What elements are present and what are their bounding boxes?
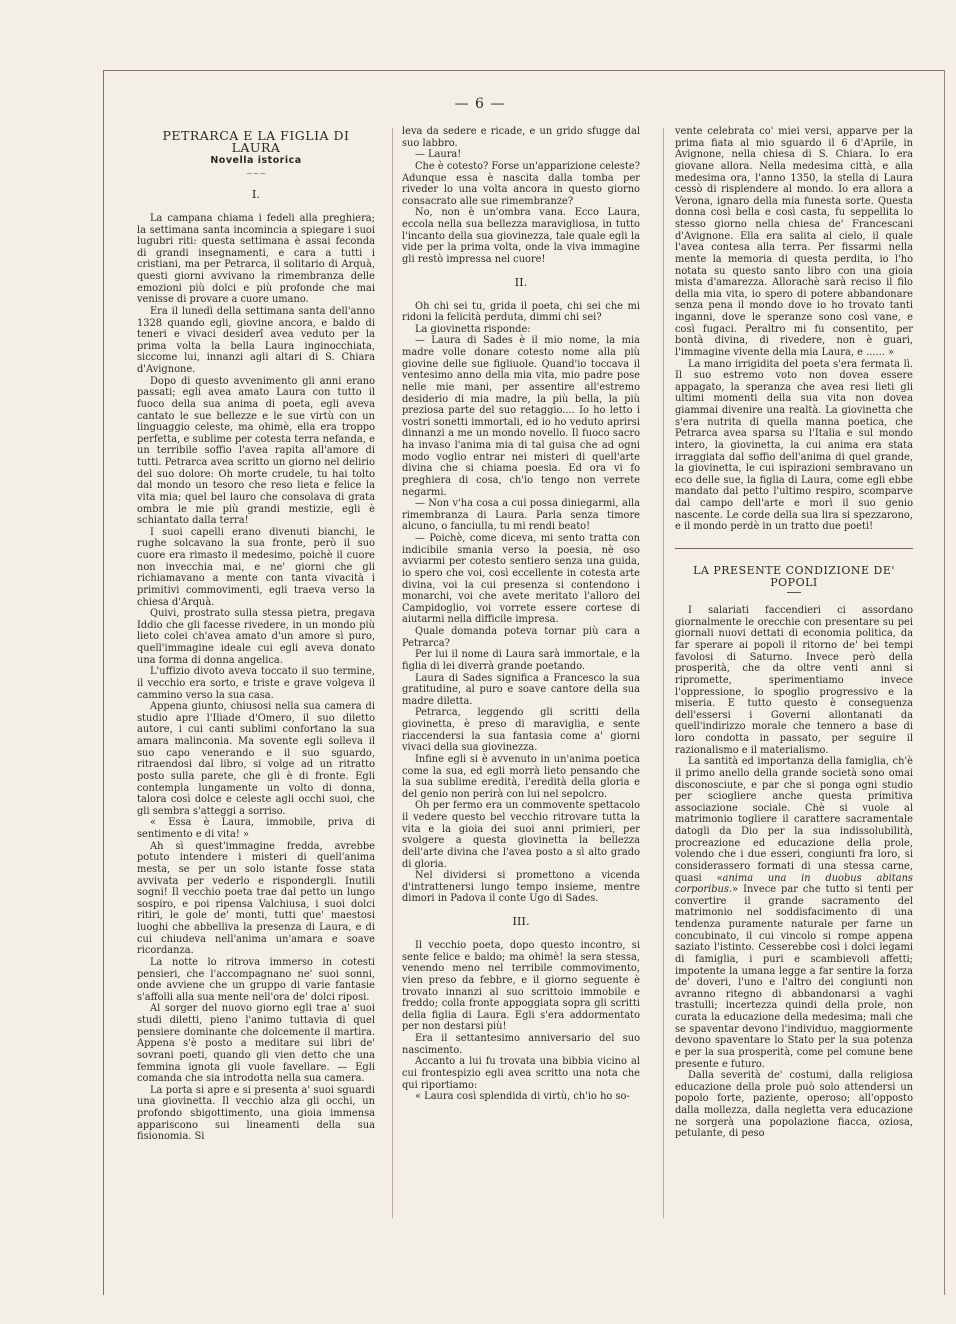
article-title: PETRARCA E LA FIGLIA DI LAURA	[162, 128, 350, 155]
paragraph: Ah sì quest'immagine fredda, avrebbe potuto intendere i misteri di quell'anima mesta, se per un solo istante fosse stata avvivata per vederlo e rispondergli. Inutili sogni! Il vecchio poeta trae dal petto un lungo sospiro, e poi ripensa Valchiusa, i suoi dolci ritiri, le gole de' monti, tutti que' maestosi luoghi che abbelliva la presenza di Laura, e di cui chiudeva nell'anima un'amara e soave ricordanza.	[137, 840, 375, 957]
section-heading: I.	[251, 186, 261, 201]
paragraph	[675, 756, 913, 1070]
paragraph: Appena giunto, chiusosi nella sua camera di studio apre l'Iliade d'Omero, il suo diletto autore, i cui canti sublimi confortano la sua amara malinconia. Ma sovente egli solleva il suo capo venerando e il suo sguardo, ritraendosi dal libro, si volge ad un ritratto posto sulla parete, che gli è di fronte. Egli contempla lungamente un volto di donna, talora così dolce e celeste agli occhi suoi, che gli sembra s'atteggi a sorriso.	[137, 701, 375, 817]
paragraph-text: La santità ed importanza della famiglia, ch'è il primo anello della grande società sono omai disconosciute, e par che si ponga ogni studio per sciogliere anche questa primitiva associazione sociale. Chè si vuole al matrimonio togliere il carattere sacramentale datogli da Dio per la sua indissolubilità, procreazione ed educazione della prole, volendo che i due esseri, congiunti fra loro, si considerassero formati di una stessa carne, quasi «	[675, 756, 913, 884]
column-1	[137, 126, 375, 1143]
page-border-right	[944, 70, 945, 1295]
paragraph: La notte lo ritrova immerso in cotesti pensieri, che l'accompagnano ne' suoi sonni, onde avviene che un gruppo di varie fantasie s'affolli alla sua mente nell'ora de' dolci riposi.	[137, 956, 375, 1003]
paragraph: La porta si apre e si presenta a' suoi sguardi una giovinetta. Il vecchio alza gli occhi, un profondo sbigottimento, una gioia immensa appariscono sui lineamenti della sua fisionomia. Si	[137, 1084, 375, 1143]
paragraph: Nel dividersi si promettono a vicenda d'intrattenersi lungo tempo insieme, mentre dimori in Padova il conte Ugo di Sades.	[402, 870, 640, 905]
paragraph: Era il lunedì della settimana santa dell'anno 1328 quando egli, giovine ancora, e baldo di teneri e vivaci desiderî avea veduto per la prima volta la bella Laura inginocchiata, siccome lui, innanzi agli altari di S. Chiara d'Avignone.	[137, 305, 375, 375]
paragraph: Era il settantesimo anniversario del suo nascimento.	[402, 1033, 640, 1056]
paragraph: « Essa è Laura, immobile, priva di sentimento e di vita! »	[137, 817, 375, 840]
paragraph: No, non è un'ombra vana. Ecco Laura, eccola nella sua bellezza maravigliosa, in tutto l'incanto della sua giovinezza, tale quale egli la vide per la prima volta, onde la viva immagine gli restò impressa nel cuore!	[402, 207, 640, 265]
article-separator	[675, 548, 913, 549]
paragraph-text: .» Invece par che tutto si tenti per convertire il grande sacramento del matrimonio nel soddisfacimento di una tendenza puramente naturale per farne un concubinato, il cui vincolo si rompe appena saziato l'istinto. Cesserebbe così i dolci legami di famiglia, i puri e scambievoli affetti; impotente la umana legge a far sentire la forza de' doveri, l'uno e l'altro dei congiunti non avranno ritegno di abbandonarsi a vaghi trastulli; incertezza quindi della prole, non curata la educazione della medesima; mali che se spaventar devono l'individuo, maggiormente devono spaventare lo Stato per la sua potenza e per la sua prosperità, come pel comune bene presente e futuro.	[675, 884, 913, 1070]
paragraph: — Non v'ha cosa a cui possa diniegarmi, alla rimembranza di Laura. Parla senza timore alcuno, o fanciulla, tu mi rendi beato!	[402, 498, 640, 533]
latin-quote: anima una in duobus abitans corporibus	[675, 872, 913, 896]
title-dash	[787, 592, 801, 593]
paragraph: « Laura così splendida di virtù, ch'io ho so-	[415, 1091, 630, 1103]
paragraph: L'uffizio divoto aveva toccato il suo termine, il vecchio era sorto, e triste e grave volgeva il cammino verso la sua casa.	[137, 666, 375, 701]
paragraph: Accanto a lui fu trovata una bibbia vicino al cui frontespizio egli avea scritto una nota che qui riportiamo:	[402, 1056, 640, 1091]
paragraph: La campana chiama i fedeli alla preghiera; la settimana santa incomincia a spiegare i suoi lugubri riti: questa settimana è assai feconda di grandi insegnamenti, e cara a tutti i cristiani, ma per Petrarca, il solitario di Arquà, questi giorni avvivano la rimembranza delle emozioni più dolci e più profonde che mai venisse di provare a cuore umano.	[137, 212, 375, 306]
paragraph: — Poichè, come diceva, mi sento tratta con indicibile smania verso la poesia, nè oso avviarmi per cotesto sentiero senza una guida, io spero che voi, così eccellente in cotesta arte divina, voi la cui presenza si contendono i monarchi, voi che avete meritato l'alloro del Campidoglio, voi vorrete essere cortese di aiutarmi nella difficile impresa.	[402, 533, 640, 626]
paragraph: Che è cotesto? Forse un'apparizione celeste? Adunque essa è nascita dalla tomba per riveder lo una volta ancora in questo giorno consacrato alle sue rimembranze?	[402, 160, 640, 207]
page-border-left	[103, 70, 104, 1295]
paragraph: Laura di Sades significa a Francesco la sua gratitudine, al puro e soave cantore della sua madre diletta.	[402, 672, 640, 707]
paragraph: Quale domanda poteva tornar più cara a Petrarca?	[402, 626, 640, 649]
section-heading: III.	[512, 914, 530, 928]
paragraph: I salariati faccendieri ci assordano giornalmente le orecchie con presentare su pei giornali nuovi dettati di economia politica, da far sperare ai popoli il ritorno de' bei tempi favolosi di Saturno. Invece però della prosperità, che da oltre venti anni si ripromette, sperimentiamo invece l'oppressione, lo spoglio progressivo e la miseria. E tutto questo è conseguenza dell'essersi i Governi allontanati da quell'indirizzo morale che tennero a base di loro condotta in passato, per seguire il razionalismo e il materialismo.	[675, 605, 913, 756]
paragraph: Oh per fermo era un commovente spettacolo il vedere questo bel vecchio ritrovare tutta la vita e la gioia dei suoi anni primieri, per svolgere a questa giovinetta la bellezza dell'arte divina che l'avea posto a sì alto grado di gloria.	[402, 800, 640, 870]
article-title: LA PRESENTE CONDIZIONE DE' POPOLI	[693, 563, 895, 589]
paragraph: vente celebrata co' miei versi, apparve per la prima fiata al mio sguardo il 6 d'Aprile, in Avignone, nella chiesa di S. Chiara. Io era giovane allora. Nella medesima città, e alla medesima ora, l'anno 1350, la stella di Laura cessò di risplendere al mondo. Io era allora a Verona, ignaro della mia funesta sorte. Questa donna così bella e così casta, fu seppellita lo stesso giorno nella chiesa de' Francescani d'Avignone. Ella era salita al cielo, il quale l'avea contesa alla terra. Per fissarmi nella mente la memoria di questa perdita, io l'ho notata su questo santo libro con una gioia mista d'amarezza. Allorachè sarà reciso il filo della mia vita, io spero di potere abbandonare senza pena il mondo dove io ho trovato tanti inganni, dove le speranze sono così vane, e così fugaci. Peraltro mi fu consentito, per bontà divina, di rivedere, non è guari, l'immagine vivente della mia Laura, e ...... »	[675, 126, 913, 358]
paragraph: Quivi, prostrato sulla stessa pietra, pregava Iddio che gli facesse rivedere, in un mondo più lieto colei ch'avea amato d'un amore sì puro, quell'immagine ideale cui egli aveva donato una forma di donna angelica.	[137, 608, 375, 666]
page-number: — 6 —	[454, 96, 506, 112]
paragraph: I suoi capelli erano divenuti bianchi, le rughe solcavano la sua fronte, però il suo cuore era rimasto il medesimo, poichè il cuore non invecchia mai, e ne' giorni che gli richiamavano a mente con tanta vivacità i primitivi commovimenti, egli traeva verso la chiesa d'Arquà.	[137, 526, 375, 608]
column-divider	[392, 128, 393, 1218]
section-heading: II.	[514, 274, 528, 289]
paragraph: Per lui il nome di Laura sarà immortale, e la figlia di lei diverrà grande poetando.	[402, 649, 640, 672]
paragraph: La mano irrigidita del poeta s'era fermata lì. Il suo estremo voto non dovea essere appagato, la speranza che avea resi lieti gli ultimi momenti della sua vita non dovea giammai divenire una realtà. La giovinetta che s'era nutrita di quella manna poetica, che Petrarca avea sparsa su l'Italia e sul mondo intero, la giovinetta, la cui anima era stata irraggiata dal soffio dell'anima di quel grande, la giovinetta, le cui ispirazioni sembravano un eco delle sue, la figlia di Laura, come egli ebbe mandato dal petto l'ultimo respiro, scomparve dal campo dell'arte e morì il suo genio nascente. Le corde della sua lira si spezzarono, e il mondo perdè in un tratto due poeti!	[675, 358, 913, 533]
paragraph: — Laura di Sades è il mio nome, la mia madre volle donare cotesto nome alla più giovine delle sue figliuole. Quand'io toccava il ventesimo anno della mia vita, mio padre pose nelle mie mani, per assentire all'estremo desiderio di mia madre, la più bella, la più preziosa parte del suo retaggio.... Io ho letto i vostri sonetti immortali, ed io ho veduto aprirsi dinnanzi a me un mondo novello. Il fuoco sacro ha invaso l'anima mia di tal guisa che ad ogni modo voglio entrar nei misteri di quell'arte divina che si chiama poesia. Ed ora vi fo preghiera di cosa, ch'io tengo non verrete negarmi.	[402, 335, 640, 498]
paragraph: Oh chi sei tu, grida il poeta, chi sei che mi ridoni la felicità perduta, dimmi chi sei?	[402, 300, 640, 324]
paragraph: Infine egli si è avvenuto in un'anima poetica come la sua, ed egli morrà lieto pensando che la sua sublime eredità, l'eredità della gloria e del genio non perirà con lui nel sepolcro.	[402, 753, 640, 800]
ornament: ~~~	[245, 168, 267, 178]
paragraph: Il vecchio poeta, dopo questo incontro, si sente felice e baldo; ma ohimè! la sera stessa, venendo meno nel terribile commovimento, vien preso da febbre, e il giorno seguente è trovato innanzi al suo scrittoio immobile e freddo; colla fronte appoggiata sopra gli scritti della figlia di Laura. Egli s'era addormentato per non destarsi più!	[402, 940, 640, 1033]
paragraph: Dopo di questo avvenimento gli anni erano passati; egli avea amato Laura con tutto il fuoco della sua anima di poeta, egli aveva cantato le sue bellezze e le sue virtù con un linguaggio celeste, ma ohimè, ella era troppo perfetta, e sublime per cotesta terra nefanda, e un terribile soffio l'avea rapita all'amore di tutti. Petrarca avea scritto un giorno nel delirio del suo dolore: Oh morte crudele, tu hai tolto dal mondo un tesoro che reso lieta e felice la vita mia; quel bel lauro che consolava di grata ombra le mie più grandi mestizie, egli è schiantato dalla terra!	[137, 375, 375, 527]
paragraph: Petrarca, leggendo gli scritti della giovinetta, è preso di maraviglia, e sente riaccendersi la sua fantasia come a' giorni vivaci della sua giovinezza.	[402, 707, 640, 754]
column-2	[402, 126, 640, 1103]
column-3	[675, 126, 913, 1140]
paragraph: Al sorger del nuovo giorno egli trae a' suoi studi diletti, pieno l'animo tuttavia di quel pensiere dominante che dolcemente il martira. Appena s'è posto a meditare sui libri de' sovrani poeti, quando gli vien detto che una femmina ignota gli vuole favellare. — Egli comanda che sia introdotta nella sua camera.	[137, 1003, 375, 1085]
page-border-top	[103, 70, 945, 71]
paragraph: leva da sedere e ricade, e un grido sfugge dal suo labbro.	[402, 126, 640, 149]
paragraph: — Laura!	[415, 149, 462, 161]
paragraph: Dalla severità de' costumi, dalla religiosa educazione della prole può solo attendersi un popolo forte, paziente, operoso; all'opposto dalla mollezza, dalla negletta vera educazione ne sorgerà una popolazione fiacca, oziosa, petulante, di peso	[675, 1070, 913, 1140]
paragraph: La giovinetta risponde:	[415, 323, 531, 335]
article-subtitle: Novella istorica	[210, 155, 302, 167]
column-divider	[663, 128, 664, 1218]
